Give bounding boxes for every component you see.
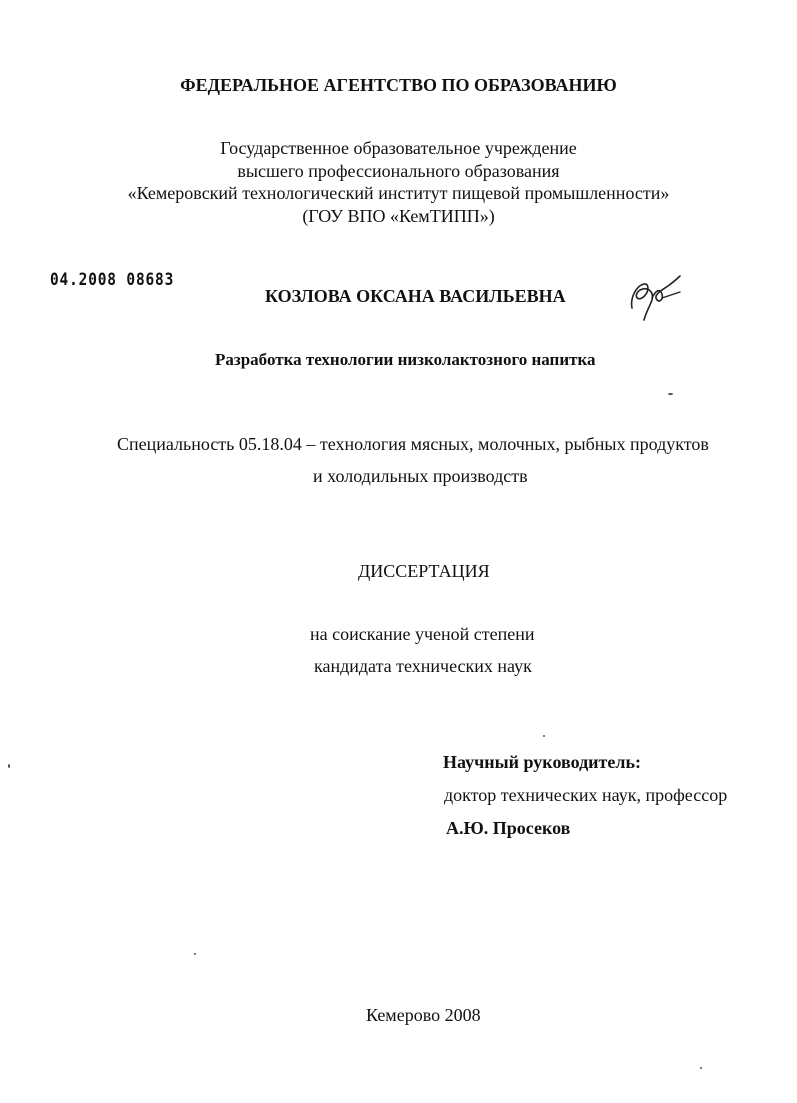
- supervisor-rank: доктор технических наук, профессор: [444, 785, 728, 805]
- supervisor-name: А.Ю. Просеков: [446, 818, 571, 838]
- institution-line-4: (ГОУ ВПО «КемТИПП»): [302, 206, 495, 226]
- scan-speck: [668, 393, 673, 395]
- specialty-line-1: Специальность 05.18.04 – технология мясных, молочных, рыбных продуктов: [117, 434, 709, 454]
- institution-line-1: Государственное образовательное учреждение: [220, 138, 577, 158]
- agency-title: ФЕДЕРАЛЬНОЕ АГЕНТСТВО ПО ОБРАЗОВАНИЮ: [180, 75, 617, 95]
- signature-icon: [622, 268, 684, 328]
- supervisor-heading: Научный руководитель:: [443, 752, 641, 772]
- scan-speck: [700, 1067, 702, 1069]
- thesis-title: Разработка технологии низколактозного напитка: [215, 350, 596, 369]
- institution-line-2: высшего профессионального образования: [237, 161, 560, 181]
- registration-stamp-number: 04.2008 08683: [50, 270, 175, 290]
- city-year: Кемерово 2008: [366, 1005, 481, 1025]
- author-name: КОЗЛОВА ОКСАНА ВАСИЛЬЕВНА: [265, 286, 566, 306]
- degree-line-1: на соискание ученой степени: [310, 624, 535, 644]
- scan-speck: [8, 764, 10, 768]
- scan-speck: [543, 735, 545, 737]
- specialty-line-2: и холодильных производств: [313, 466, 528, 486]
- degree-line-2: кандидата технических наук: [314, 656, 532, 676]
- scan-speck: [194, 953, 196, 955]
- institution-line-3: «Кемеровский технологический институт пищевой промышленности»: [127, 183, 670, 203]
- document-type: ДИССЕРТАЦИЯ: [358, 561, 490, 581]
